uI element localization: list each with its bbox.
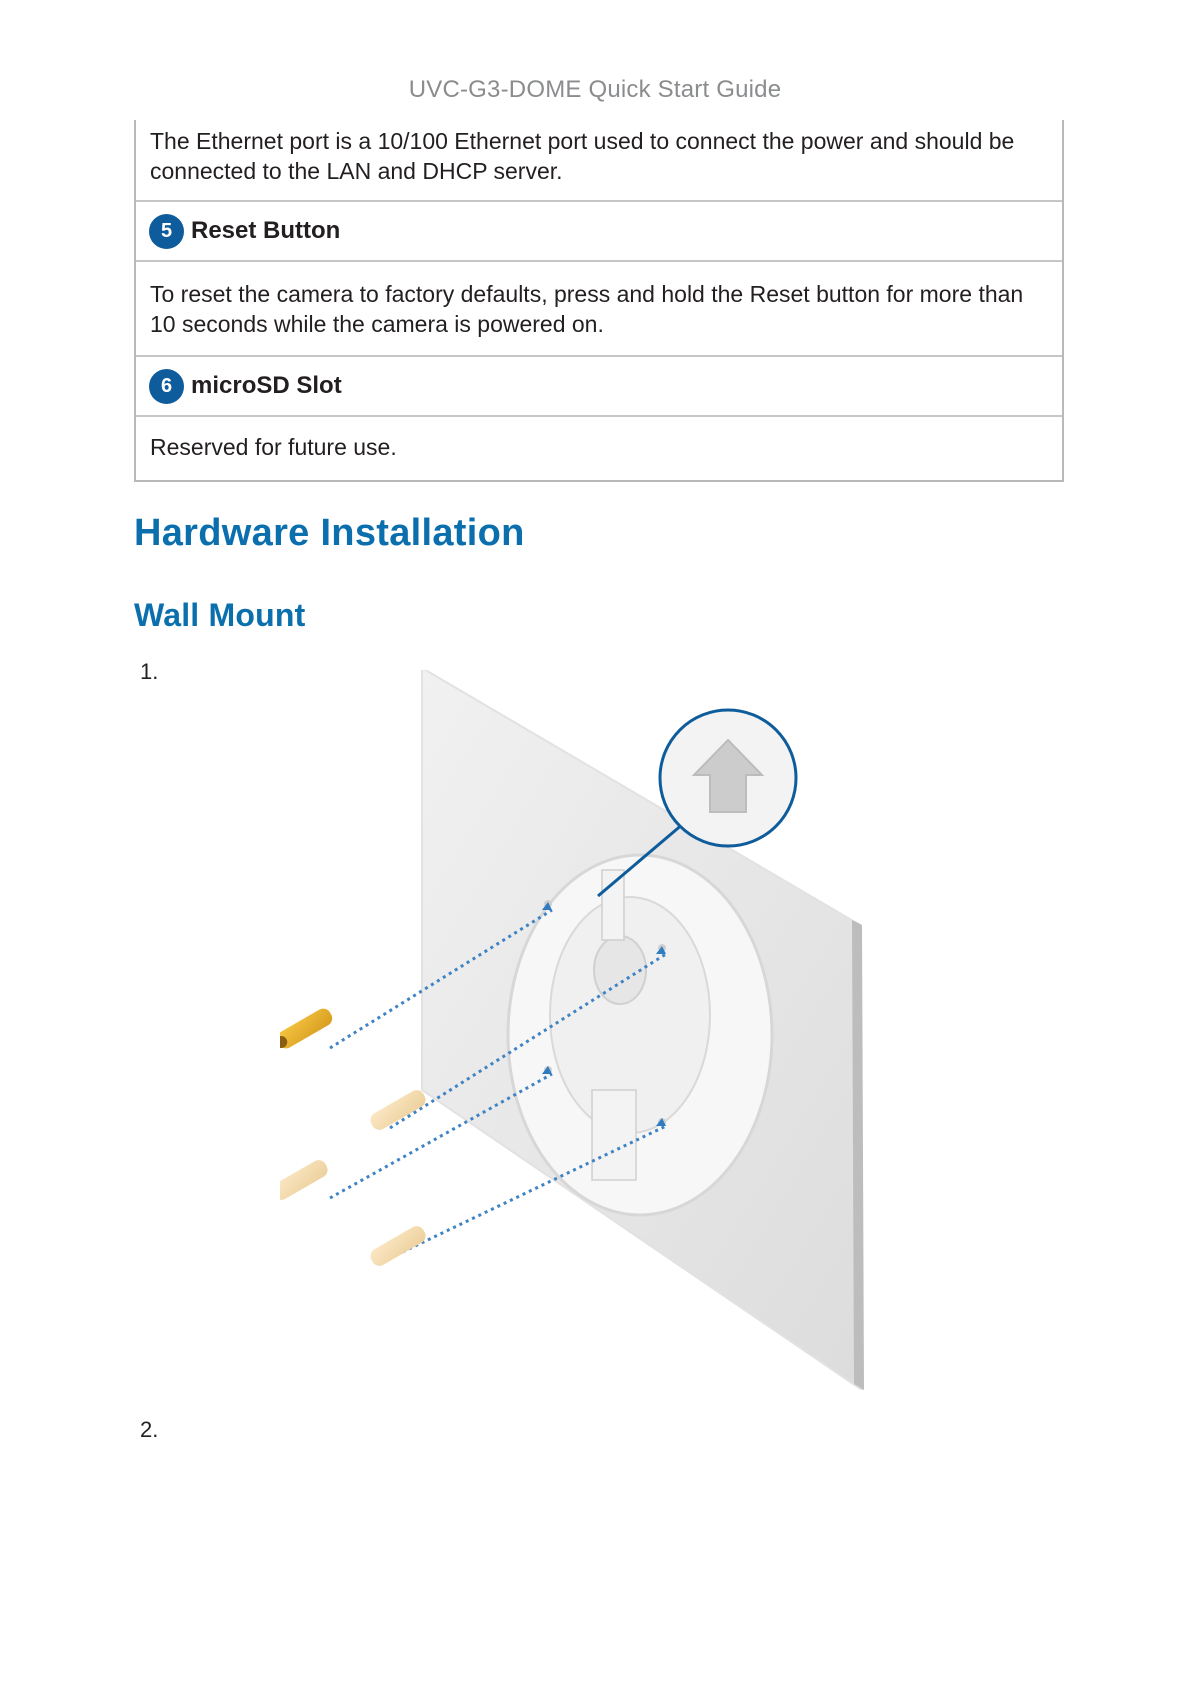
step-number: 1. xyxy=(140,659,159,684)
reset-button-title: Reset Button xyxy=(191,217,341,244)
ethernet-description-row xyxy=(136,120,1062,202)
wall-anchors xyxy=(280,1006,428,1269)
number-badge: 6 xyxy=(149,369,184,404)
microsd-slot-title-row xyxy=(136,357,1062,417)
wall-mount-illustration xyxy=(280,670,880,1390)
port-description-table xyxy=(134,120,1064,482)
microsd-slot-title: microSD Slot xyxy=(191,372,342,399)
microsd-slot-description: Reserved for future use. xyxy=(150,434,397,460)
reset-button-description-row xyxy=(136,262,1062,357)
microsd-slot-description-row xyxy=(136,417,1062,480)
number-badge: 5 xyxy=(149,214,184,249)
reset-button-title-row xyxy=(136,202,1062,262)
ethernet-description: The Ethernet port is a 10/100 Ethernet port used to connect the power and should be connected to the LAN and DHCP server. xyxy=(150,128,1015,184)
running-header: UVC-G3-DOME Quick Start Guide xyxy=(408,76,782,103)
step-number: 2. xyxy=(140,1417,159,1442)
reset-button-description: To reset the camera to factory defaults, press and hold the Reset button for more than 10 seconds while the camera is powered on. xyxy=(150,281,1024,337)
subsection-heading: Wall Mount xyxy=(134,597,306,633)
section-heading: Hardware Installation xyxy=(134,512,525,554)
